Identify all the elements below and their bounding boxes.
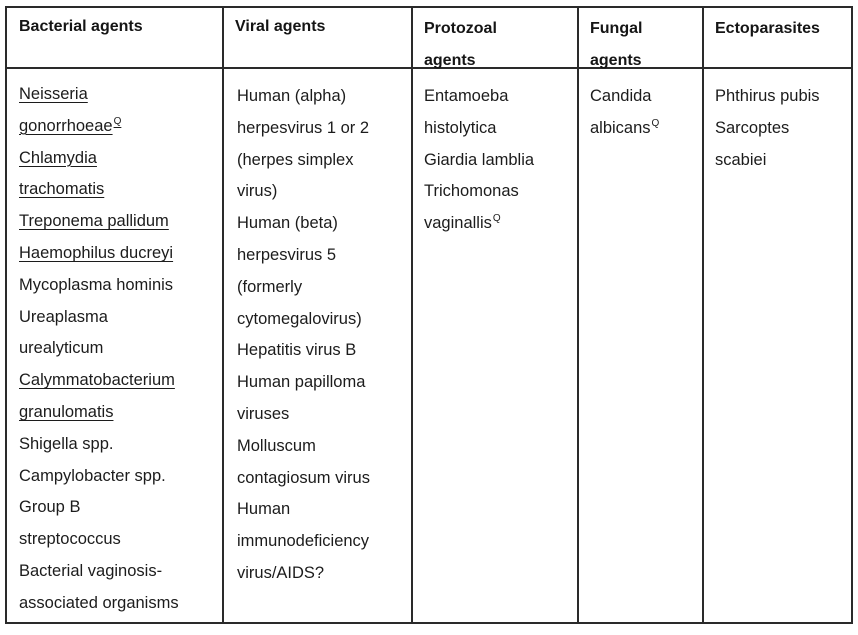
- header-line: agents: [590, 51, 642, 69]
- organism-name: Candida: [590, 87, 652, 105]
- organism-name: histolytica: [424, 118, 497, 137]
- organism-line: [19, 206, 216, 238]
- organism-line: [19, 461, 216, 493]
- organism-line: [19, 111, 216, 143]
- organism-name: Sarcoptes: [715, 118, 790, 137]
- organism-name: Shigella spp.: [19, 434, 114, 453]
- organism-line: [237, 272, 405, 304]
- header-fungal-agents: [579, 8, 702, 69]
- organism-line: [237, 113, 405, 145]
- organism-line: [237, 431, 405, 463]
- header-bacterial-agents: [7, 8, 222, 69]
- organism-name: streptococcus: [19, 530, 121, 549]
- cell-viral-agents: [224, 69, 411, 622]
- organism-name: Trichomonas: [424, 182, 519, 201]
- organism-name: Entamoeba: [424, 87, 509, 105]
- organism-line: [237, 335, 405, 367]
- question-mark-superscript: Q: [651, 117, 660, 129]
- header-protozoal-agents: [413, 8, 577, 69]
- organism-line: [590, 113, 696, 145]
- organism-name: herpesvirus 5: [237, 245, 337, 264]
- organism-name: trachomatis: [19, 180, 105, 199]
- sti-agents-table: [5, 6, 853, 624]
- organism-name: Hepatitis virus B: [237, 341, 357, 360]
- organism-line: [424, 113, 571, 145]
- organism-line: [19, 143, 216, 175]
- organism-line: [590, 81, 696, 113]
- organism-name: (herpes simplex: [237, 150, 354, 169]
- organism-line: [19, 333, 216, 365]
- organism-name: Phthirus pubis: [715, 87, 820, 105]
- cell-bacterial-agents: [7, 69, 222, 622]
- header-viral-agents: [224, 8, 411, 69]
- organism-name: viruses: [237, 404, 290, 423]
- organism-line: [424, 81, 571, 113]
- organism-name: Mycoplasma hominis: [19, 275, 174, 294]
- column-protozoal-agents: [411, 8, 577, 622]
- organism-line: [237, 81, 405, 113]
- organism-line: [19, 174, 216, 206]
- organism-name: Group B: [19, 498, 81, 517]
- cell-ectoparasites: [704, 69, 851, 622]
- organism-name: Chlamydia: [19, 148, 97, 167]
- organism-name: virus/AIDS?: [237, 563, 325, 582]
- organism-line: [715, 145, 845, 177]
- organism-line: [237, 240, 405, 272]
- organism-name: Haemophilus ducreyi: [19, 243, 174, 262]
- organism-line: [19, 270, 216, 302]
- organism-line: [19, 524, 216, 556]
- organism-line: [19, 588, 216, 620]
- organism-line: [19, 429, 216, 461]
- organism-line: [237, 526, 405, 558]
- organism-line: [237, 367, 405, 399]
- organism-line: [424, 208, 571, 240]
- header-line: Bacterial agents: [19, 18, 143, 35]
- organism-name: contagiosum virus: [237, 468, 370, 487]
- organism-name: Human papilloma: [237, 373, 366, 392]
- organism-line: [237, 558, 405, 590]
- organism-line: [19, 302, 216, 334]
- organism-name: vaginallis: [424, 214, 492, 233]
- organism-name: herpesvirus 1 or 2: [237, 118, 370, 137]
- question-mark-superscript: Q: [113, 115, 122, 127]
- organism-name: associated organisms: [19, 593, 179, 612]
- organism-line: [19, 238, 216, 270]
- column-fungal-agents: [577, 8, 702, 622]
- organism-name: Human (beta): [237, 214, 338, 233]
- cell-fungal-agents: [579, 69, 702, 622]
- organism-name: Ureaplasma: [19, 307, 108, 326]
- organism-line: [237, 208, 405, 240]
- organism-name: Campylobacter spp.: [19, 466, 166, 485]
- organism-name: virus): [237, 182, 278, 201]
- organism-line: [424, 176, 571, 208]
- organism-name: scabiei: [715, 150, 767, 169]
- organism-name: (formerly: [237, 277, 303, 296]
- header-ectoparasites: [704, 8, 851, 69]
- organism-name: Molluscum: [237, 436, 316, 455]
- organism-name: granulomatis: [19, 402, 114, 421]
- organism-name: Neisseria: [19, 85, 88, 103]
- question-mark-superscript: Q: [492, 213, 501, 225]
- organism-line: [237, 399, 405, 431]
- organism-line: [424, 145, 571, 177]
- organism-name: Calymmatobacterium: [19, 371, 175, 390]
- header-line: Viral agents: [235, 18, 326, 35]
- organism-line: [715, 113, 845, 145]
- organism-line: [237, 304, 405, 336]
- column-bacterial-agents: [7, 8, 222, 622]
- column-viral-agents: [222, 8, 411, 622]
- organism-name: immunodeficiency: [237, 532, 370, 551]
- organism-line: [715, 81, 845, 113]
- organism-name: Giardia lamblia: [424, 150, 535, 169]
- organism-line: [237, 494, 405, 526]
- header-line: Protozoal: [424, 20, 497, 37]
- organism-name: cytomegalovirus): [237, 309, 362, 328]
- organism-name: gonorrhoeae: [19, 116, 113, 135]
- organism-line: [19, 556, 216, 588]
- header-line: Fungal: [590, 20, 643, 37]
- organism-line: [237, 463, 405, 495]
- header-line: agents: [424, 51, 476, 69]
- header-line: Ectoparasites: [715, 20, 820, 37]
- organism-name: Bacterial vaginosis-: [19, 561, 163, 580]
- organism-line: [19, 365, 216, 397]
- organism-name: urealyticum: [19, 339, 104, 358]
- organism-name: Human (alpha): [237, 87, 347, 105]
- cell-protozoal-agents: [413, 69, 577, 622]
- organism-line: [19, 79, 216, 111]
- organism-line: [19, 397, 216, 429]
- organism-name: albicans: [590, 118, 651, 137]
- organism-name: Treponema pallidum: [19, 212, 169, 231]
- column-ectoparasites: [702, 8, 851, 622]
- organism-line: [237, 176, 405, 208]
- organism-line: [19, 492, 216, 524]
- organism-name: Human: [237, 500, 291, 519]
- organism-line: [237, 145, 405, 177]
